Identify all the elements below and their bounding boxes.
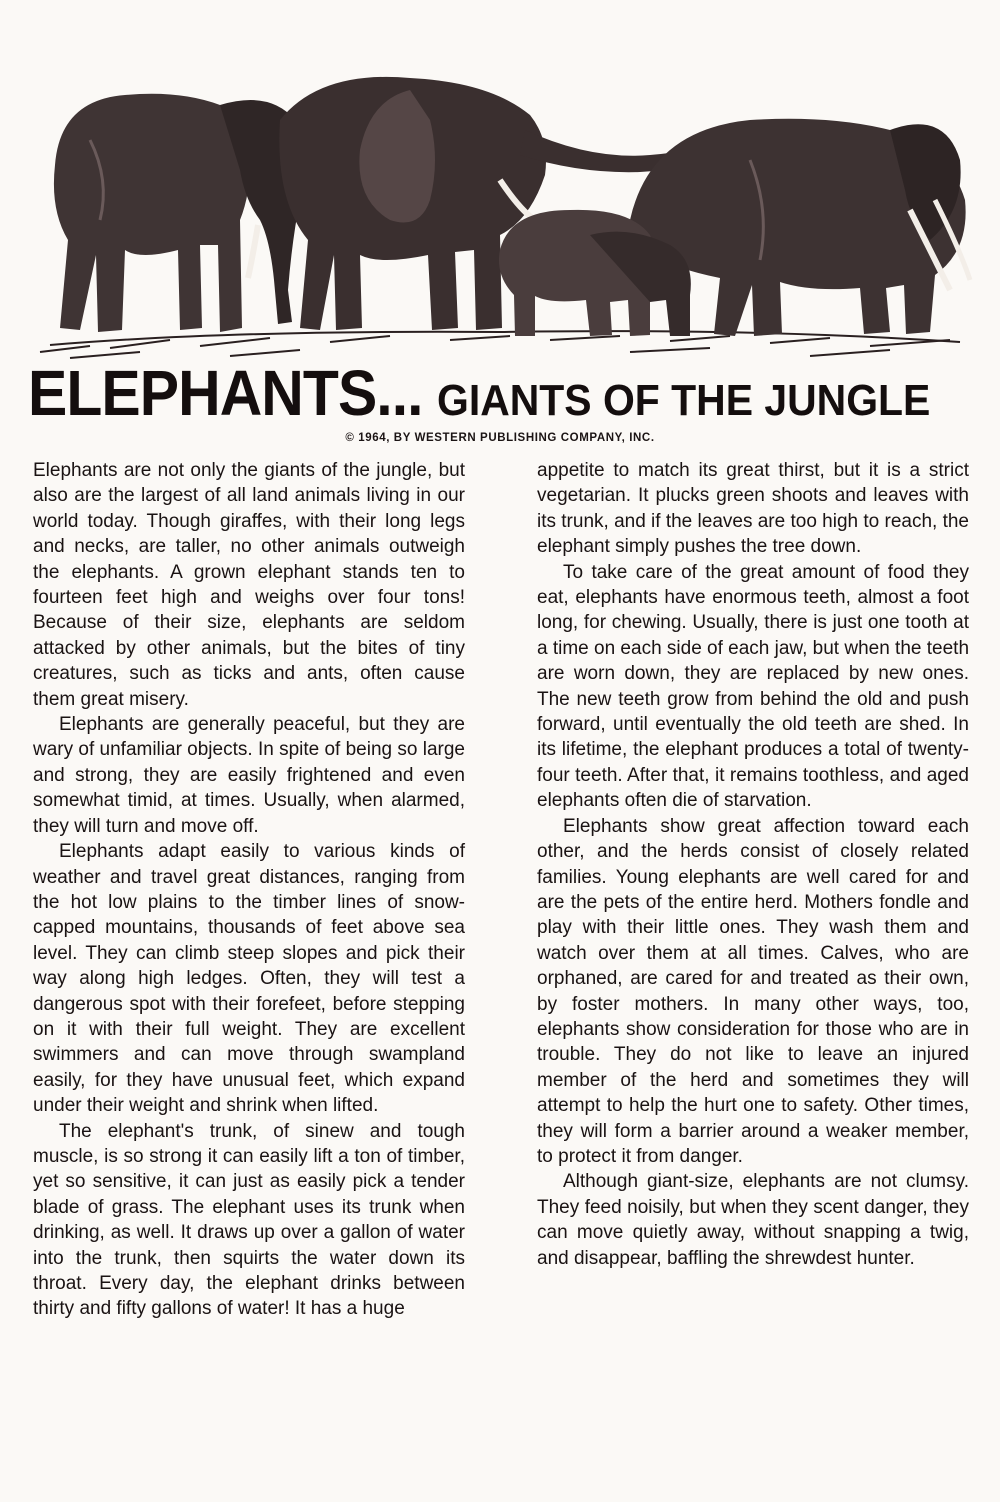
right-column — [537, 458, 969, 1271]
paragraph: To take care of the great amount of food they eat, elephants have enormous teeth, almost a foot long, for chewing. Usually, there is just one tooth at a time on each side of each jaw, but when the teeth are worn down, they are replaced by new ones. The new teeth grow from behind the old and push forward, until eventually the old teeth are shed. In its lifetime, the elephant produces a total of twenty-four teeth. After that, it remains toothless, and aged elephants often die of starvation. — [537, 561, 970, 812]
paragraph: The elephant's trunk, of sinew and tough muscle, is so strong it can easily lift a ton of timber, yet so sensitive, it can just as easily pick a tender blade of grass. The elephant uses its trunk when drinking, as well. It draws up over a gallon of water into the trunk, then squirts the water down its throat. Every day, the elephant drinks between thirty and fifty gallons of water! It has a huge — [33, 1120, 465, 1320]
copyright-notice: © 1964, BY WESTERN PUBLISHING COMPANY, INC. — [345, 432, 655, 444]
paragraph: Elephants show great affection toward each other, and the herds consist of closely related families. Young elephants are well cared for and are the pets of the entire herd. Mothers fondle and play with their little ones. They wash them and watch over them at all times. Calves, who are orphaned, are cared for and treated as their own, by foster mothers. In many other ways, too, elephants show consideration for those who are in trouble. They do not like to leave an injured member of the herd and sometimes they will attempt to help the hurt one to safety. Other times, they will form a barrier around a weaker member, to protect it from danger. — [537, 815, 969, 1167]
paragraph: appetite to match its great thirst, but it is a strict vegetarian. It plucks green shoots and leaves with its trunk, and if the leaves are too high to reach, the elephant simply pushes the tree down. — [537, 460, 969, 558]
paragraph: Elephants are not only the giants of the jungle, but also are the largest of all land animals living in our world today. Though giraffes, with their long legs and necks, are taller, no other animals outweigh the elephants. A grown elephant stands ten to fourteen feet high and weighs over four tons! Because of their size, elephants are seldom attacked by other animals, but the bites of tiny creatures, such as ticks and ants, often cause them great misery. — [33, 460, 465, 710]
elephant-left — [54, 94, 304, 332]
elephant-herd-illustration — [30, 60, 975, 360]
paragraph: Elephants adapt easily to various kinds of weather and travel great distances, ranging from the hot low plains to the timber lines of snow-capped mountains, thousands of feet above sea level. They can climb steep slopes and pick their way along high ledges. Often, they will test a dangerous spot with their forefeet, before stepping on it with their full weight. They are excellent swimmers and can move through swampland easily, for they have unusual feet, which expand under their weight and shrink when lifted. — [33, 841, 465, 1117]
title-subtitle: GIANTS OF THE JUNGLE — [436, 376, 931, 425]
paragraph: Although giant-size, elephants are not clumsy. They feed noisily, but when they scent danger, they can move quietly away, without snapping a twig, and disappear, baffling the shrewdest hunter. — [537, 1171, 969, 1269]
page-title — [28, 356, 978, 436]
paragraph: Elephants are generally peaceful, but they are wary of unfamiliar objects. In spite of being so large and strong, they are easily frightened and even somewhat timid, at times. Usually, when alarmed, they will turn and move off. — [33, 714, 465, 837]
ground-hatching — [40, 331, 960, 358]
left-column — [33, 458, 465, 1322]
title-main: ELEPHANTS... — [28, 357, 423, 429]
